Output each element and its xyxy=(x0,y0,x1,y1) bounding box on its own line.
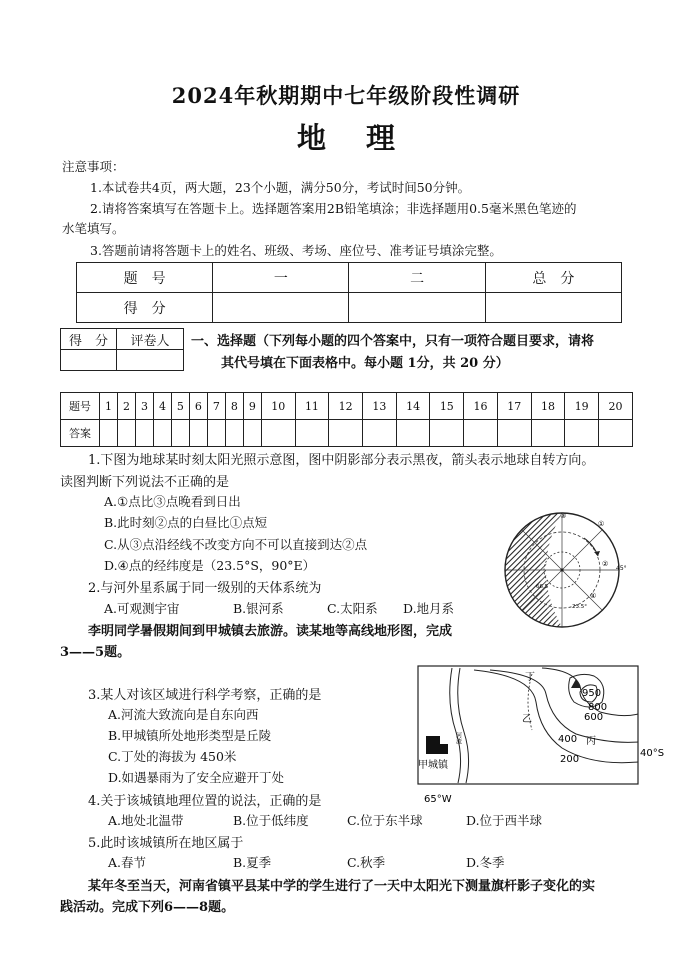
grader-score-label: 得 分 xyxy=(61,329,117,350)
q1-option-b: B.此时刻②点的白昼比①点短 xyxy=(104,515,268,530)
q5-stem: 5.此时该城镇所在地区属于 xyxy=(88,836,244,851)
contour-label-800: 800 xyxy=(588,702,608,713)
answer-table-number-14: 14 xyxy=(396,393,430,420)
contour-label-ding: 丁 xyxy=(525,672,535,683)
globe-point-4: ④ xyxy=(590,592,597,600)
notice-item-1: 1.本试卷共4页，两大题，23个小题，满分50分，考试时间50分钟。 xyxy=(90,180,471,195)
notice-item-2b: 水笔填写。 xyxy=(62,221,125,236)
score-cell-part2[interactable] xyxy=(349,293,485,323)
answer-cell-13[interactable] xyxy=(363,420,397,447)
grader-reviewer-cell[interactable] xyxy=(116,350,183,371)
answer-table-number-8: 8 xyxy=(225,393,243,420)
score-cell-part1[interactable] xyxy=(213,293,349,323)
answer-table-number-20: 20 xyxy=(599,393,633,420)
contour-label-200: 200 xyxy=(560,754,580,765)
answer-table-number-2: 2 xyxy=(117,393,135,420)
q2-option-c: C.太阳系 xyxy=(327,601,378,616)
answer-table-number-7: 7 xyxy=(207,393,225,420)
answer-cell-8[interactable] xyxy=(225,420,243,447)
grader-box xyxy=(60,328,184,371)
q3-5-intro-line2: 3——5题。 xyxy=(60,645,131,660)
answer-table-answer-label: 答案 xyxy=(61,420,100,447)
answer-table-number-19: 19 xyxy=(565,393,599,420)
grader-reviewer-label: 评卷人 xyxy=(116,329,183,350)
section1-instruction-line1: 一、选择题（下列每小题的四个答案中，只有一项符合题目要求，请将 xyxy=(191,334,595,349)
answer-table-number-10: 10 xyxy=(261,393,295,420)
answer-cell-15[interactable] xyxy=(430,420,464,447)
notice-heading: 注意事项： xyxy=(62,159,125,174)
contour-lat-label: 40°S xyxy=(640,748,665,759)
globe-illumination-figure xyxy=(500,508,630,632)
answer-table-number-16: 16 xyxy=(464,393,498,420)
answer-table-number-label: 题号 xyxy=(61,393,100,420)
answer-cell-19[interactable] xyxy=(565,420,599,447)
q3-option-c: C.丁处的海拔为 450米 xyxy=(108,749,237,764)
page-title: 2024年秋期期中七年级阶段性调研 xyxy=(171,83,521,108)
answer-table-number-5: 5 xyxy=(171,393,189,420)
q4-stem: 4.关于该城镇地理位置的说法，正确的是 xyxy=(88,794,322,809)
q5-option-d: D.冬季 xyxy=(466,855,505,870)
answer-cell-9[interactable] xyxy=(243,420,261,447)
q1-option-a: A.①点比③点晚看到日出 xyxy=(104,494,241,509)
contour-lon-label: 65°W xyxy=(424,794,452,805)
globe-point-3: ③ xyxy=(560,512,567,520)
contour-town-label: 甲城镇 xyxy=(418,760,448,771)
answer-cell-17[interactable] xyxy=(497,420,531,447)
answer-table-number-6: 6 xyxy=(189,393,207,420)
q4-option-a: A.地处北温带 xyxy=(108,813,184,828)
contour-map-figure xyxy=(412,662,668,808)
score-header-part2: 二 xyxy=(349,263,485,293)
score-table xyxy=(76,262,622,323)
q3-5-intro-line1: 李明同学暑假期间到甲城镇去旅游。读某地等高线地形图，完成 xyxy=(88,624,453,639)
answer-cell-7[interactable] xyxy=(207,420,225,447)
q6-8-intro-line1: 某年冬至当天，河南省镇平县某中学的学生进行了一天中太阳光下测量旗杆影子变化的实 xyxy=(88,879,596,894)
answer-cell-2[interactable] xyxy=(117,420,135,447)
answer-cell-10[interactable] xyxy=(261,420,295,447)
q3-stem: 3.某人对该区域进行科学考察，正确的是 xyxy=(88,688,322,703)
globe-point-1: ① xyxy=(598,520,605,528)
q3-option-d: D.如遇暴雨为了安全应避开丁处 xyxy=(108,770,285,785)
q2-stem: 2.与河外星系属于同一级别的天体系统为 xyxy=(88,581,322,596)
score-header-total: 总 分 xyxy=(485,263,621,293)
answer-cell-3[interactable] xyxy=(135,420,153,447)
score-header-question: 题 号 xyxy=(77,263,213,293)
section1-instruction-line2: 其代号填在下面表格中。每小题 1分，共 20 分） xyxy=(221,356,509,371)
answer-cell-6[interactable] xyxy=(189,420,207,447)
answer-table-number-11: 11 xyxy=(295,393,329,420)
q3-option-b: B.甲城镇所处地形类型是丘陵 xyxy=(108,728,272,743)
globe-label-45: 45° xyxy=(616,565,627,572)
answer-cell-18[interactable] xyxy=(531,420,565,447)
q4-option-c: C.位于东半球 xyxy=(347,813,423,828)
grader-score-cell[interactable] xyxy=(61,350,117,371)
contour-river-label: 河流 xyxy=(454,732,462,744)
answer-table-number-18: 18 xyxy=(531,393,565,420)
score-row-label: 得 分 xyxy=(77,293,213,323)
score-cell-total[interactable] xyxy=(485,293,621,323)
q4-option-b: B.位于低纬度 xyxy=(233,813,309,828)
q3-option-a: A.河流大致流向是自东向西 xyxy=(108,707,259,722)
contour-label-yi: 乙 xyxy=(522,714,532,725)
answer-table-number-3: 3 xyxy=(135,393,153,420)
q5-option-c: C.秋季 xyxy=(347,855,386,870)
q2-option-d: D.地月系 xyxy=(403,601,455,616)
answer-cell-14[interactable] xyxy=(396,420,430,447)
contour-peak-950: 950 xyxy=(582,688,602,699)
contour-label-600: 600 xyxy=(584,712,604,723)
q1-stem-line2: 读图判断下列说法不正确的是 xyxy=(60,475,230,490)
answer-table xyxy=(60,392,633,447)
notice-item-3: 3.答题前请将答题卡上的姓名、班级、考场、座位号、准考证号填涂完整。 xyxy=(90,243,502,258)
globe-label-23-5: 23.5° xyxy=(572,604,587,610)
answer-cell-4[interactable] xyxy=(153,420,171,447)
globe-label-66-5: 66.5 xyxy=(536,584,549,590)
answer-table-number-1: 1 xyxy=(100,393,118,420)
q5-option-b: B.夏季 xyxy=(233,855,272,870)
q4-option-d: D.位于西半球 xyxy=(466,813,543,828)
q2-option-a: A.可观测宇宙 xyxy=(104,601,180,616)
answer-table-number-12: 12 xyxy=(329,393,363,420)
q1-option-c: C.从③点沿经线不改变方向不可以直接到达②点 xyxy=(104,537,368,552)
answer-cell-1[interactable] xyxy=(100,420,118,447)
q6-8-intro-line2: 践活动。完成下列6——8题。 xyxy=(60,900,235,915)
answer-table-number-15: 15 xyxy=(430,393,464,420)
q5-option-a: A.春节 xyxy=(108,855,147,870)
globe-point-2: ② xyxy=(602,560,609,568)
q2-option-b: B.银河系 xyxy=(233,601,284,616)
subject-title: 地理 xyxy=(296,121,435,155)
contour-label-bing: 丙 xyxy=(586,736,596,747)
score-header-part1: 一 xyxy=(213,263,349,293)
answer-cell-5[interactable] xyxy=(171,420,189,447)
answer-table-number-17: 17 xyxy=(497,393,531,420)
answer-cell-11[interactable] xyxy=(295,420,329,447)
answer-cell-12[interactable] xyxy=(329,420,363,447)
notice-item-2a: 2.请将答案填写在答题卡上。选择题答案用2B铅笔填涂；非选择题用0.5毫米黑色笔迹的 xyxy=(90,201,577,216)
q1-stem-line1: 1.下图为地球某时刻太阳光照示意图，图中阴影部分表示黑夜，箭头表示地球自转方向。 xyxy=(88,453,595,468)
contour-label-400: 400 xyxy=(558,734,578,745)
answer-table-number-4: 4 xyxy=(153,393,171,420)
answer-cell-16[interactable] xyxy=(464,420,498,447)
answer-cell-20[interactable] xyxy=(599,420,633,447)
answer-table-number-13: 13 xyxy=(363,393,397,420)
q1-option-d: D.④点的经纬度是（23.5°S，90°E） xyxy=(104,558,316,573)
answer-table-number-9: 9 xyxy=(243,393,261,420)
